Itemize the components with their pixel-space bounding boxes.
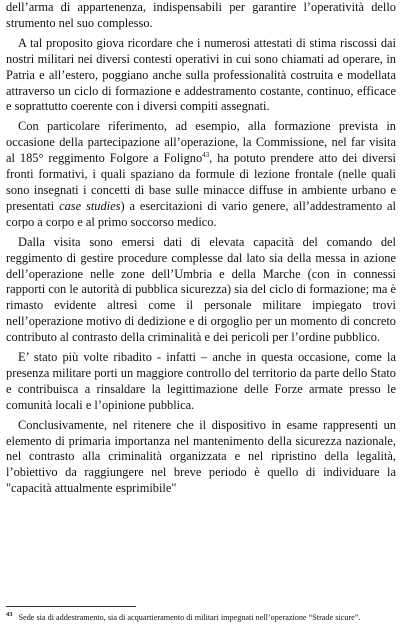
paragraph-3-text-a: Con particolare riferimento, ad esempio, alla formazione prevista in occasione della partecipazione all’operazione, la Commissione, nel far visita al 185° reggimento Folgore a Foligno (6, 119, 396, 166)
paragraph-5: E’ stato più volte ribadito - infatti – anche in questa occasione, come la presenza militare porti un maggiore controllo del territorio da parte dello Stato e contribuisca a rinsaldare la legittimazione delle Forze armate presso le comunità locali e l’opinione pubblica. (6, 350, 396, 412)
paragraph-2: A tal proposito giova ricordare che i numerosi attestati di stima riscossi dai nostri militari nei diversi contesti operativi in cui sono chiamati ad operare, in Patria e all’estero, poggiano anche sulla professionalità costruita e modellata attraverso un ciclo di formazione e addestramento costante, continuo, efficace e soprattutto coerente con i diversi compiti assegnati. (6, 35, 396, 114)
document-page (6, 0, 396, 643)
footnote-text: Sede sia di addestramento, sia di acquartieramento di militari impegnati nell’operazione “Strade sicure”. (18, 613, 361, 622)
footnote-number: 43 (6, 611, 13, 619)
paragraph-3-text-c: ) a esercitazioni di vario genere, all’addestramento al corpo a corpo e al primo soccorso medico. (6, 198, 396, 229)
paragraph-4: Dalla visita sono emersi dati di elevata capacità del comando del reggimento di gestire procedure complesse dal lato sia della messa in azione dell’operazione nelle zone dell’Umbria e della Marche (con in connessi rapporti con le autorità di pubblica sicurezza) sia del ciclo di formazione; ma è rimasto evidente altresì come il personale militare impiegato trovi nell’operazione motivo di dedizione e di orgoglio per un momento di concreto contributo al contrasto della criminalità e dei pericoli per l’ordine pubblico. (6, 234, 396, 345)
paragraph-6: Conclusivamente, nel ritenere che il dispositivo in esame rappresenti un elemento di primaria importanza nel mantenimento della sicurezza nazionale, nel contrasto alla criminalità organizzata e nel ripristino della legalità, l’obiettivo da raggiungere nel breve periodo è quello di individuare la "capacità attualmente esprimibile" (6, 417, 396, 496)
body-text (6, 0, 396, 497)
footnote-reference: 43 (202, 151, 210, 160)
paragraph-3-italic: case studies (59, 198, 121, 213)
paragraph-3-text-b: , ha potuto prendere atto dei diversi fronti formativi, i quali spaziano da formule di lezione frontale (nelle quali sono insegnati i concetti di base sulle minacce diffuse in ambiente urbano e presentati (6, 151, 396, 213)
footnote (6, 612, 396, 623)
footnote-divider (6, 606, 136, 607)
paragraph-1: dell’arma di appartenenza, indispensabili per garantire l’operatività dello strumento nel suo complesso. (6, 0, 396, 30)
paragraph-3 (6, 119, 396, 230)
